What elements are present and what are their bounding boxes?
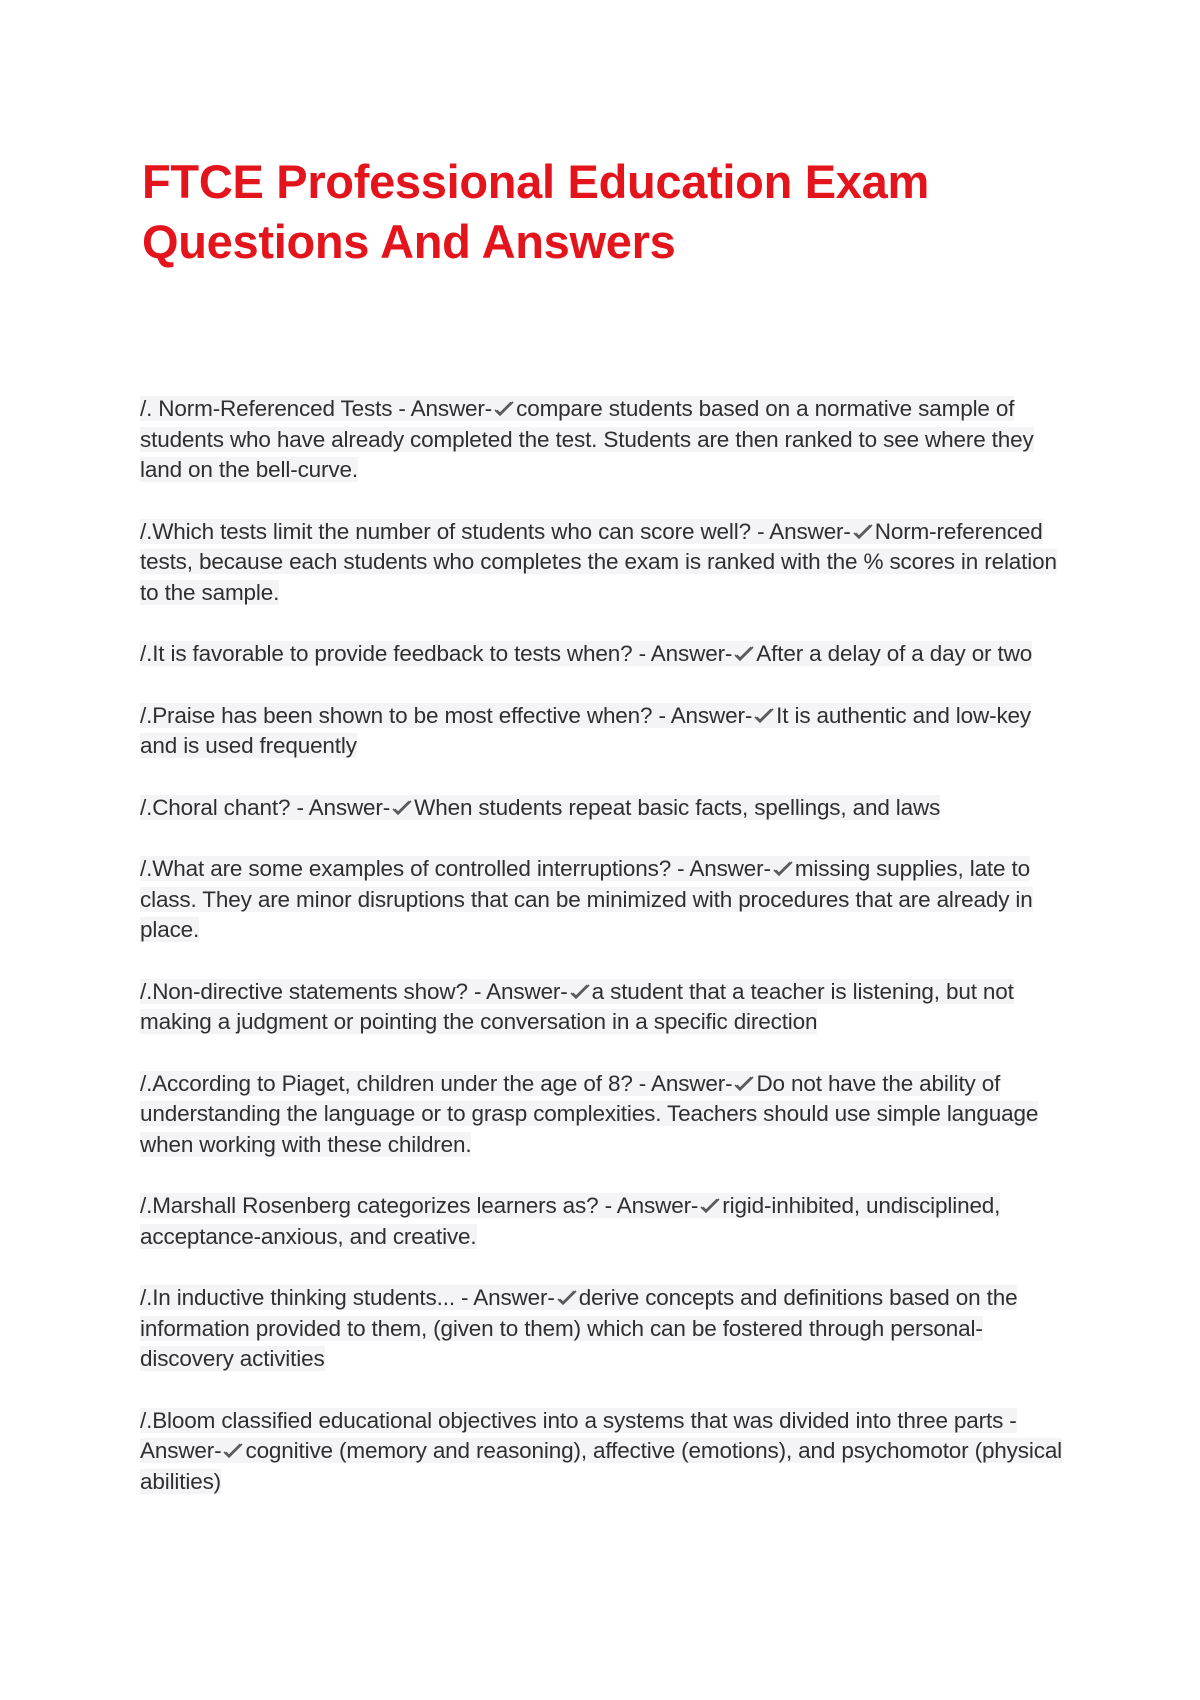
qa-question: /. Norm-Referenced Tests - Answer-: [140, 396, 493, 421]
check-icon: [391, 799, 413, 817]
document-title: [142, 152, 1042, 272]
check-icon: [852, 523, 874, 541]
check-icon: [699, 1197, 721, 1215]
qa-question: /.In inductive thinking students... - Answer-: [140, 1285, 555, 1310]
qa-question: /.Choral chant? - Answer-: [140, 794, 391, 820]
check-icon: [772, 860, 794, 878]
title-line-1: FTCE Professional Education Exam: [142, 155, 929, 208]
qa-question: /.Bloom classified educational objectives into a systems that was divided into three parts - Answer-: [140, 1407, 1017, 1463]
qa-item: [140, 1069, 1070, 1161]
check-icon: [556, 1289, 578, 1307]
qa-answer: After a delay of a day or two: [756, 641, 1033, 666]
qa-answer: Do not have the ability of understanding the language or to grasp complexities. Teachers should use simple language when working with these children.: [140, 1070, 1039, 1157]
qa-item: [140, 1283, 1070, 1375]
qa-item: [140, 517, 1070, 609]
check-icon: [733, 645, 755, 663]
qa-question: /.It is favorable to provide feedback to tests when? - Answer-: [140, 641, 733, 666]
qa-answer: When students repeat basic facts, spellings, and laws: [414, 794, 941, 820]
qa-question: /.Marshall Rosenberg categorizes learners as? - Answer-: [140, 1193, 699, 1218]
qa-answer: compare students based on a normative sample of students who have already completed the test. Students are then ranked to see where they land on the bell-curve.: [140, 396, 1034, 482]
qa-item: [140, 1406, 1070, 1498]
check-icon: [222, 1442, 244, 1460]
qa-question: /.Which tests limit the number of students who can score well? - Answer-: [140, 518, 851, 544]
qa-item: [140, 701, 1070, 762]
qa-question: /.Non-directive statements show? - Answer-: [140, 978, 568, 1004]
qa-question: /.According to Piaget, children under the age of 8? - Answer-: [140, 1070, 733, 1096]
title-line-2: Questions And Answers: [142, 215, 676, 268]
check-icon: [753, 707, 775, 725]
qa-answer: derive concepts and definitions based on the information provided to them, (given to them) which can be fostered through personal-discovery activities: [140, 1285, 1018, 1371]
qa-question: /.What are some examples of controlled interruptions? - Answer-: [140, 856, 771, 881]
qa-answer: rigid-inhibited, undisciplined, acceptance-anxious, and creative.: [140, 1193, 1001, 1249]
qa-item: [140, 793, 1070, 824]
qa-item: [140, 639, 1070, 670]
check-icon: [493, 400, 515, 418]
qa-list: [140, 394, 1070, 1528]
qa-question: /.Praise has been shown to be most effective when? - Answer-: [140, 702, 753, 728]
qa-answer: missing supplies, late to class. They are minor disruptions that can be minimized with procedures that are already in place.: [140, 856, 1033, 942]
qa-item: [140, 1191, 1070, 1252]
check-icon: [733, 1075, 755, 1093]
qa-answer: cognitive (memory and reasoning), affective (emotions), and psychomotor (physical abilities): [140, 1438, 1063, 1494]
check-icon: [569, 983, 591, 1001]
qa-answer: Norm-referenced tests, because each students who completes the exam is ranked with the % scores in relation to the sample.: [140, 518, 1057, 605]
qa-answer: a student that a teacher is listening, but not making a judgment or pointing the conversation in a specific direction: [140, 978, 1014, 1034]
qa-item: [140, 977, 1070, 1038]
qa-item: [140, 394, 1070, 486]
qa-answer: It is authentic and low-key and is used frequently: [140, 702, 1032, 758]
qa-item: [140, 854, 1070, 946]
